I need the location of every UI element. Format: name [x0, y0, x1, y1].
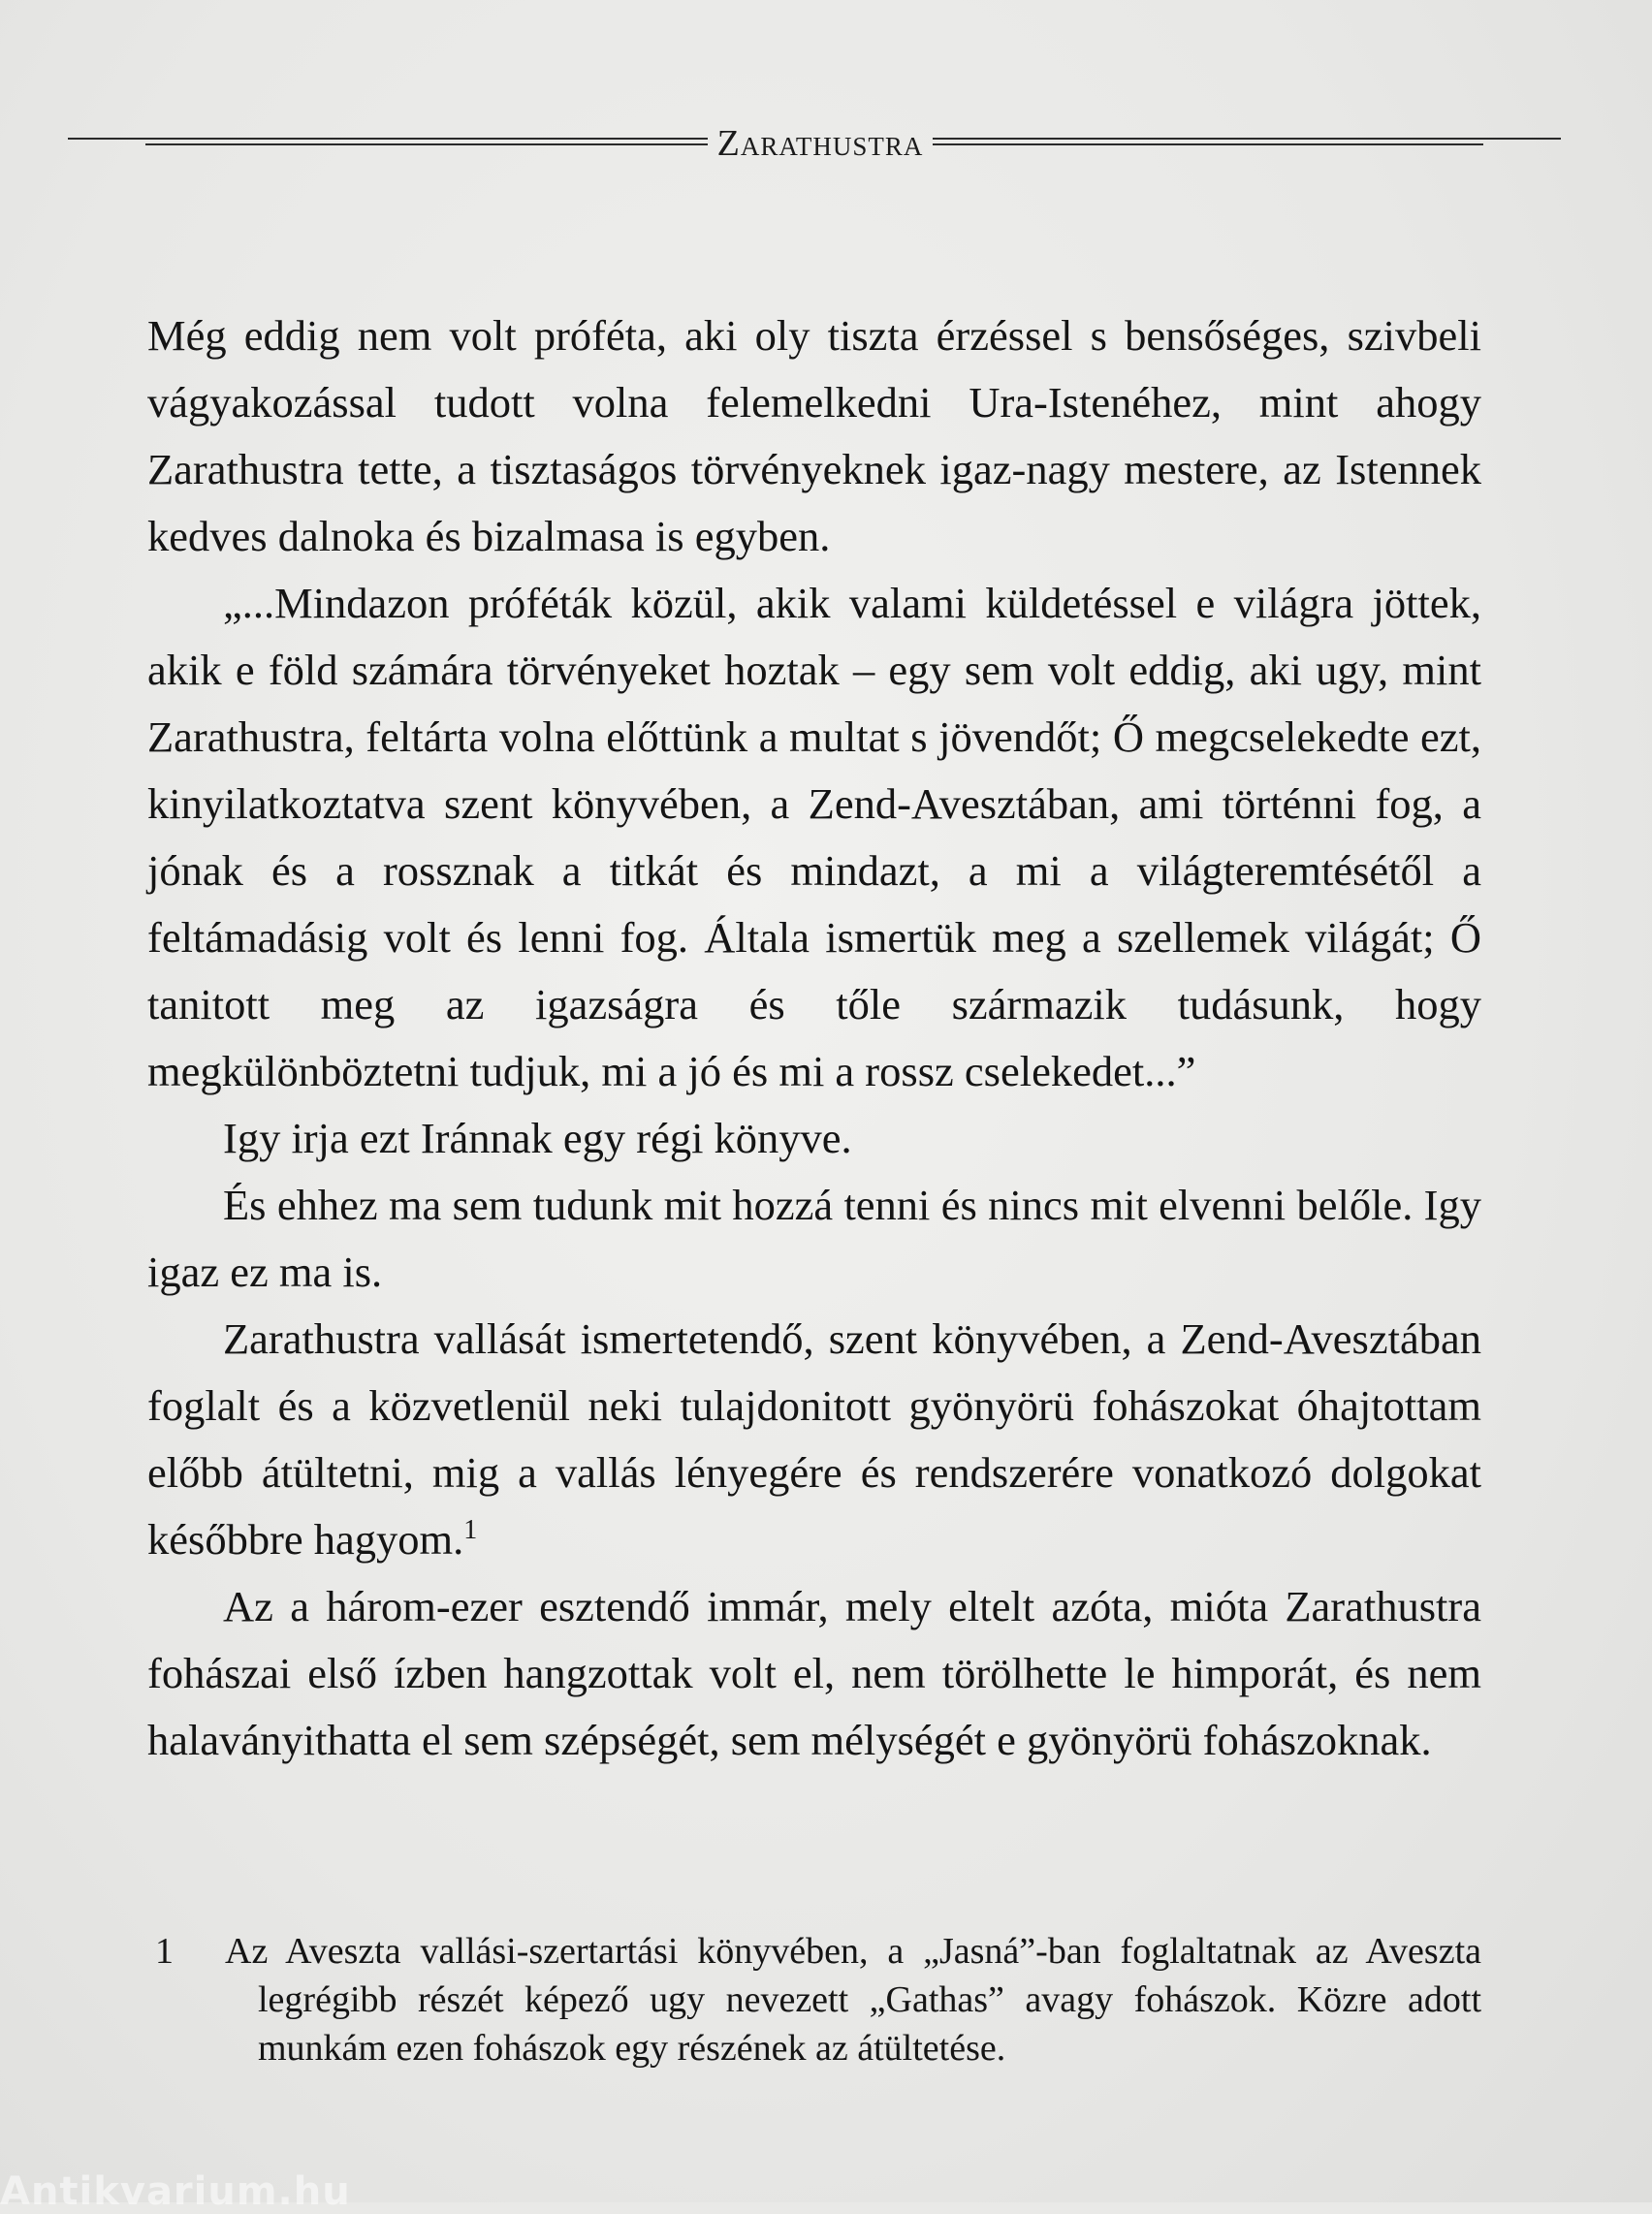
- paragraph-5: [147, 1306, 1481, 1573]
- paragraph-6: Az a három-ezer esztendő immár, mely eltelt azóta, mióta Zarathustra fohászai első ízben hangzottak volt el, nem törölhette le himporát, és nem halaványithatta el sem szépségét, sem mélységét e gyönyörü fohászoknak.: [147, 1582, 1481, 1764]
- paragraph-4: És ehhez ma sem tudunk mit hozzá tenni és nincs mit elvenni belőle. Igy igaz ez ma is.: [147, 1181, 1481, 1296]
- running-head: [68, 114, 1561, 173]
- paragraph-5-text: Zarathustra vallását ismertetendő, szent könyvében, a Zend-Avesztában foglalt és a közvetlenül neki tulajdonitott gyönyörü fohászokat óhajtottam előbb átültetni, mig a vallás lényegére és rendszerére vonatkozó dolgokat későbbre hagyom.: [147, 1314, 1481, 1564]
- footnote-reference: 1: [463, 1515, 478, 1545]
- footnote-number: 1: [155, 1931, 174, 1972]
- header-rule-left: [68, 138, 708, 149]
- body-text: [147, 302, 1481, 1774]
- paragraph-3: Igy irja ezt Iránnak egy régi könyve.: [223, 1114, 852, 1162]
- watermark: Antikvarium.hu: [0, 2169, 351, 2214]
- paragraph-2: „...Mindazon próféták közül, akik valami küldetéssel e világra jöttek, akik e föld számára törvényeket hoztak – egy sem volt eddig, aki ugy, mint Zarathustra, feltárta volna előttünk a multat s jövendőt; Ő megcselekedte ezt, kinyilatkoztatva szent könyvében, a Zend-Avesztában, ami történni fog, a jónak és a rossznak a titkát és mindazt, a mi a világteremtésétől a feltámadásig volt és lenni fog. Általa ismertük meg a szellemek világát; Ő tanitott meg az igazságra és tőle származik tudásunk, hogy megkülönböztetni tudjuk, mi a jó és mi a rossz cselekedet...”: [147, 579, 1481, 1095]
- running-head-title: Zarathustra: [716, 123, 924, 164]
- paragraph-1: Még eddig nem volt próféta, aki oly tiszta érzéssel s bensőséges, szivbeli vágyakozással tudott volna felemelkedni Ura-Istenéhez, mint ahogy Zarathustra tette, a tisztaságos törvényeknek igaz-nagy mestere, az Istennek kedves dalnoka és bizalmasa is egyben.: [147, 311, 1481, 560]
- footnote: [155, 1927, 1481, 2072]
- footnote-text: Az Aveszta vallási-szertartási könyvében, a „Jasná”-ban foglaltatnak az Aveszta legrégibb részét képező ugy nevezett „Gathas” avagy fohászok. Közre adott munkám ezen fohászok egy részének az átültetése.: [225, 1931, 1481, 2069]
- header-rule-right: [933, 138, 1561, 149]
